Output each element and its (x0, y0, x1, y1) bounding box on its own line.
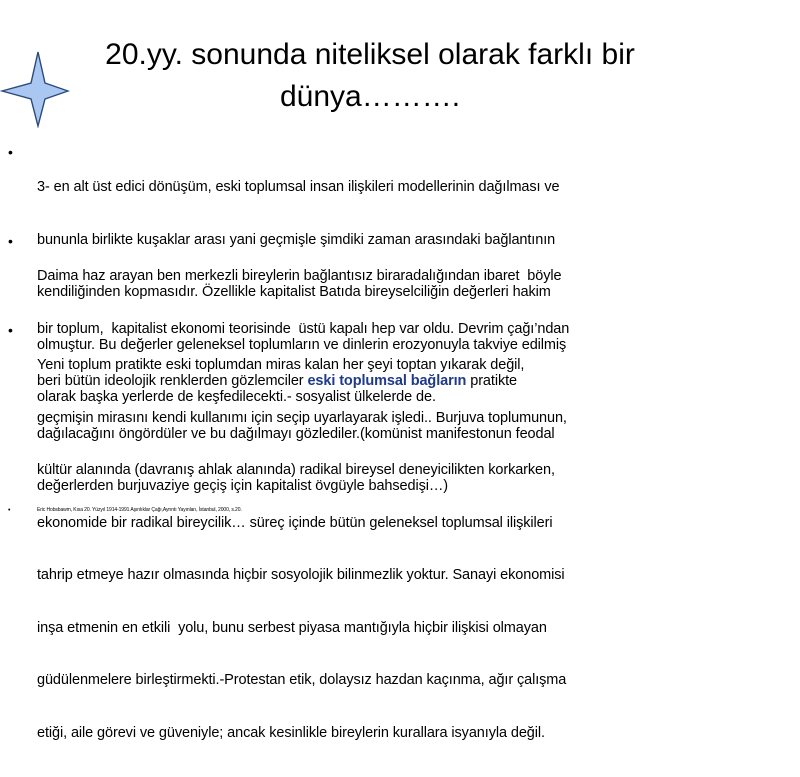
slide-title-line-2: dünya………. (279, 80, 461, 113)
bullet-dot: • (8, 144, 13, 160)
bullet-text-3 (37, 322, 737, 777)
text-segment: pratikte (466, 373, 517, 389)
text-line: ekonomide bir radikal bireycilik… süreç içinde bütün geleneksel toplumsal ilişkileri (37, 514, 553, 531)
text-line: değerlerden burjuvaziye geçiş için kapitalist övgüyle bahsedişi…) (37, 478, 448, 494)
text-line: inşa etmenin en etkili yolu, bunu serbest piyasa mantığıyla hiçbir ilişkisi olmayan (37, 619, 547, 636)
text-line: olarak başka yerlerde de keşfedilecekti.- sosyalist ülkelerde de. (37, 389, 436, 405)
text-line: olmuştur. Bu değerler geleneksel toplumların ve dinlerin erozyonuyla takviye edilmiş (37, 336, 567, 353)
highlighted-phrase: eski toplumsal bağların (307, 373, 467, 389)
text-line: güdülenmelere birleştirmekti.-Protestan etik, dolaysız hazdan kaçınma, ağır çalışma (37, 672, 567, 688)
text-segment: beri bütün ideolojik renklerden gözlemciler (37, 373, 308, 389)
bullet-dot: • (8, 322, 13, 338)
text-line: kendiliğinden kopmasıdır. Özellikle kapitalist Batıda bireyselciliğin değerleri hakim (37, 284, 551, 300)
text-line: tahrip etmeye hazır olmasında hiçbir sosyolojik bilinmezlik yoktur. Sanayi ekonomisi (37, 567, 565, 583)
text-line: etiği, aile görevi ve güveniyle; ancak kesinlikle bireylerin kurallara isyanıyla değil. (37, 724, 545, 741)
text-line: dağılacağını öngördüler ve bu dağılmayı gözlediler.(komünist manifestonun feodal (37, 425, 555, 442)
text-line: kültür alanında (davranış ahlak alanında) radikal bireysel deneyicilikten korkarken, (37, 462, 555, 478)
text-line: Yeni toplum pratikte eski toplumdan miras kalan her şeyi toptan yıkarak değil, (37, 357, 525, 373)
text-line: 3- en alt üst edici dönüşüm, eski toplumsal insan ilişkileri modellerinin dağılması ve (37, 179, 560, 195)
text-line: geçmişin mirasını kendi kullanımı için seçip uyarlayarak işledi.. Burjuva toplumunun, (37, 409, 567, 426)
bullet-dot: • (8, 233, 13, 249)
text-line: bununla birlikte kuşaklar arası yani geçmişle şimdiki zaman arasındaki bağlantının (37, 231, 556, 248)
text-line: Daima haz arayan ben merkezli bireylerin bağlantısız biraradalığından ibaret böyle (37, 268, 562, 284)
slide-title-line-1: 20.yy. sonunda niteliksel olarak farklı bir (105, 38, 635, 71)
text-line: bir toplum, kapitalist ekonomi teorisinde üstü kapalı hep var oldu. Devrim çağı’ndan (37, 320, 570, 337)
slide-title (30, 34, 710, 118)
reference-text: Eric Hobsbawm, Kısa 20. Yüzyıl 1914-1991 Aşırılıklar Çağı,Ayrıntı Yayınları, İstanbul, 2000, s.20. (37, 507, 242, 513)
bullet-dot: • (8, 507, 11, 514)
